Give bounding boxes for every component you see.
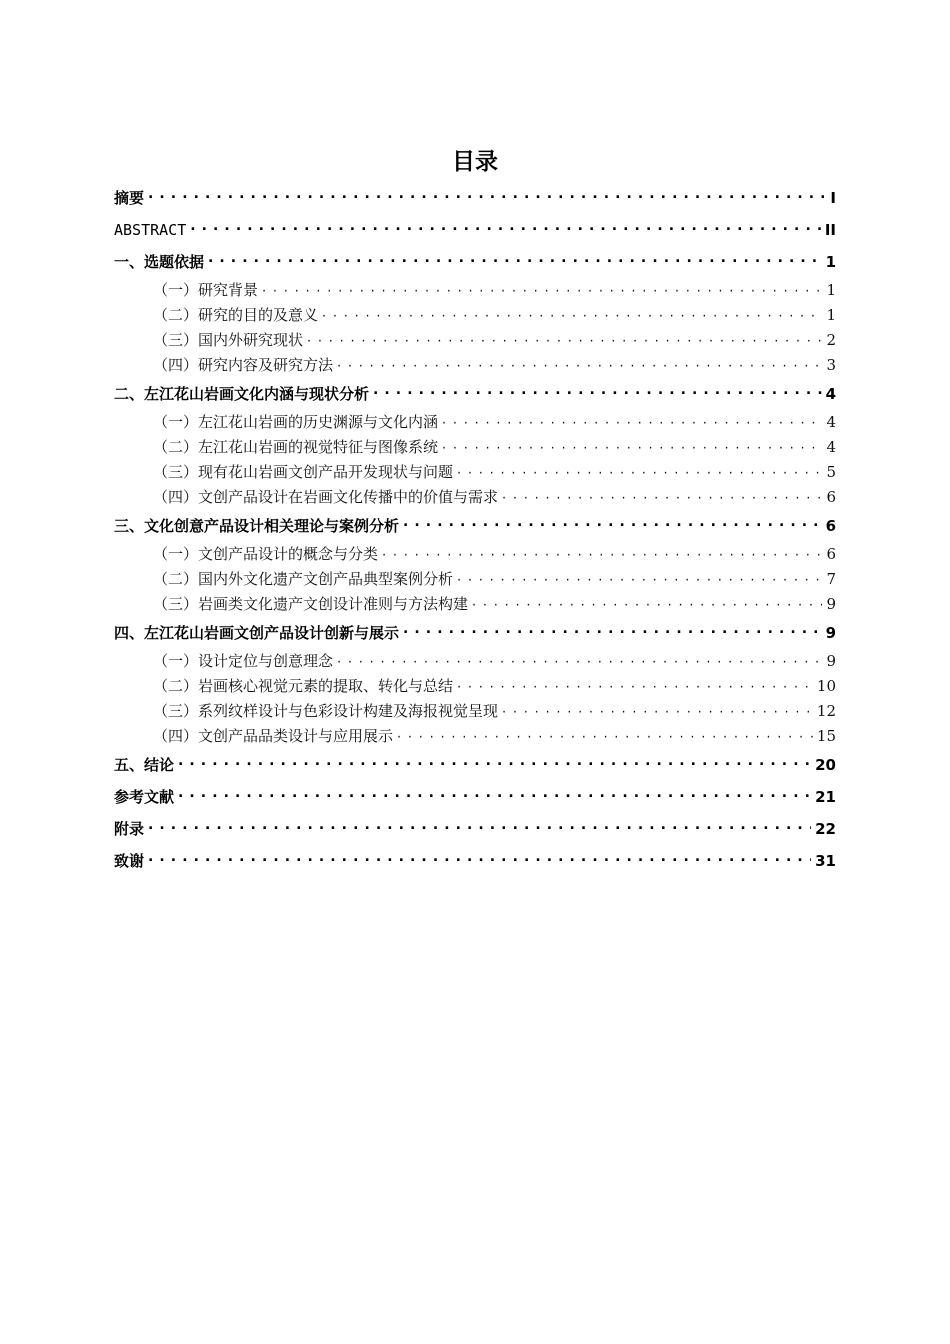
toc-entry-label: （三）系列纹样设计与色彩设计构建及海报视觉呈现 xyxy=(153,702,499,720)
toc-entry-section[interactable] xyxy=(114,328,836,353)
toc-entry-label: 致谢 xyxy=(114,852,145,870)
dot-leader xyxy=(322,308,822,323)
toc-entry-label: 五、结论 xyxy=(114,756,175,774)
toc-entry-page: 6 xyxy=(826,488,836,506)
toc-entry-page: 4 xyxy=(826,438,836,456)
toc-entry-label: 四、左江花山岩画文创产品设计创新与展示 xyxy=(114,624,400,642)
toc-entry-page: 3 xyxy=(826,356,836,374)
toc-entry-page: 21 xyxy=(815,788,836,806)
toc-entry-appendix[interactable] xyxy=(114,813,836,845)
toc-entry-page: 1 xyxy=(826,281,836,299)
toc-entry-references[interactable] xyxy=(114,781,836,813)
toc-entry-label: （三）岩画类文化遗产文创设计准则与方法构建 xyxy=(153,595,469,613)
dot-leader xyxy=(457,679,813,694)
dot-leader xyxy=(148,854,811,869)
toc-entry-label: （一）左江花山岩画的历史渊源与文化内涵 xyxy=(153,413,439,431)
toc-entry-conclusion[interactable] xyxy=(114,749,836,781)
toc-entry-page: I xyxy=(830,189,836,207)
dot-leader xyxy=(502,490,822,505)
dot-leader xyxy=(190,223,821,238)
toc-entry-label: 摘要 xyxy=(114,189,145,207)
toc-entry-label: （一）研究背景 xyxy=(153,281,259,299)
dot-leader xyxy=(403,519,822,534)
toc-entry-section[interactable] xyxy=(114,460,836,485)
toc-entry-label: （四）文创产品品类设计与应用展示 xyxy=(153,727,394,745)
toc-entry-label: （一）设计定位与创意理念 xyxy=(153,652,334,670)
toc-entry-label: 附录 xyxy=(114,820,145,838)
toc-entry-section[interactable] xyxy=(114,353,836,378)
toc-entry-label: （二）国内外文化遗产文创产品典型案例分析 xyxy=(153,570,454,588)
toc-entry-page: 6 xyxy=(825,517,836,535)
dot-leader xyxy=(337,358,822,373)
toc-entry-page: 4 xyxy=(826,413,836,431)
dot-leader xyxy=(472,597,822,612)
dot-leader xyxy=(373,387,822,402)
toc-entry-page: 2 xyxy=(826,331,836,349)
dot-leader xyxy=(442,440,822,455)
toc-entry-abstract-en[interactable] xyxy=(114,214,836,246)
toc-entry-label: （三）现有花山岩画文创产品开发现状与问题 xyxy=(153,463,454,481)
toc-entry-label: 参考文献 xyxy=(114,788,175,806)
toc-entry-abstract-zh[interactable] xyxy=(114,182,836,214)
toc-entry-page: 12 xyxy=(816,702,836,720)
toc-entry-section[interactable] xyxy=(114,567,836,592)
dot-leader xyxy=(457,465,822,480)
toc-entry-section[interactable] xyxy=(114,649,836,674)
dot-leader xyxy=(397,729,813,744)
toc-entry-chapter-1[interactable] xyxy=(114,246,836,278)
toc-entry-label: 一、选题依据 xyxy=(114,253,205,271)
toc-entry-page: 31 xyxy=(815,852,836,870)
toc-entry-label: 二、左江花山岩画文化内涵与现状分析 xyxy=(114,385,370,403)
toc-entry-page: II xyxy=(824,221,836,239)
toc-entry-page: 15 xyxy=(816,727,836,745)
toc-entry-page: 22 xyxy=(815,820,836,838)
toc-entry-page: 4 xyxy=(825,385,836,403)
dot-leader xyxy=(442,415,822,430)
toc-entry-chapter-2[interactable] xyxy=(114,378,836,410)
dot-leader xyxy=(403,626,822,641)
toc-entry-section[interactable] xyxy=(114,410,836,435)
toc-entry-label: （一）文创产品设计的概念与分类 xyxy=(153,545,379,563)
toc-entry-page: 10 xyxy=(816,677,836,695)
toc-entry-page: 9 xyxy=(826,652,836,670)
toc-entry-section[interactable] xyxy=(114,435,836,460)
toc-entry-acknowledgements[interactable] xyxy=(114,845,836,877)
dot-leader xyxy=(208,255,822,270)
toc-entry-page: 9 xyxy=(826,595,836,613)
table-of-contents xyxy=(114,182,836,877)
dot-leader xyxy=(307,333,822,348)
toc-entry-page: 1 xyxy=(825,253,836,271)
toc-entry-section[interactable] xyxy=(114,278,836,303)
dot-leader xyxy=(457,572,822,587)
toc-entry-page: 20 xyxy=(815,756,836,774)
dot-leader xyxy=(148,822,811,837)
toc-entry-chapter-3[interactable] xyxy=(114,510,836,542)
dot-leader xyxy=(178,790,811,805)
toc-entry-section[interactable] xyxy=(114,542,836,567)
toc-entry-label: ABSTRACT xyxy=(114,221,187,239)
toc-entry-page: 5 xyxy=(826,463,836,481)
toc-entry-section[interactable] xyxy=(114,674,836,699)
toc-entry-chapter-4[interactable] xyxy=(114,617,836,649)
toc-entry-section[interactable] xyxy=(114,485,836,510)
toc-entry-label: 三、文化创意产品设计相关理论与案例分析 xyxy=(114,517,400,535)
toc-entry-label: （二）左江花山岩画的视觉特征与图像系统 xyxy=(153,438,439,456)
toc-entry-label: （二）岩画核心视觉元素的提取、转化与总结 xyxy=(153,677,454,695)
toc-entry-page: 1 xyxy=(826,306,836,324)
toc-entry-section[interactable] xyxy=(114,592,836,617)
toc-entry-page: 6 xyxy=(826,545,836,563)
toc-entry-label: （四）研究内容及研究方法 xyxy=(153,356,334,374)
dot-leader xyxy=(262,283,822,298)
toc-entry-section[interactable] xyxy=(114,303,836,328)
toc-entry-page: 7 xyxy=(826,570,836,588)
dot-leader xyxy=(337,654,822,669)
toc-entry-label: （三）国内外研究现状 xyxy=(153,331,304,349)
toc-entry-page: 9 xyxy=(825,624,836,642)
toc-entry-section[interactable] xyxy=(114,724,836,749)
toc-entry-label: （二）研究的目的及意义 xyxy=(153,306,319,324)
dot-leader xyxy=(178,758,811,773)
dot-leader xyxy=(382,547,822,562)
dot-leader xyxy=(502,704,813,719)
dot-leader xyxy=(148,191,826,206)
toc-entry-section[interactable] xyxy=(114,699,836,724)
toc-entry-label: （四）文创产品设计在岩画文化传播中的价值与需求 xyxy=(153,488,499,506)
toc-title: 目录 xyxy=(452,149,498,175)
